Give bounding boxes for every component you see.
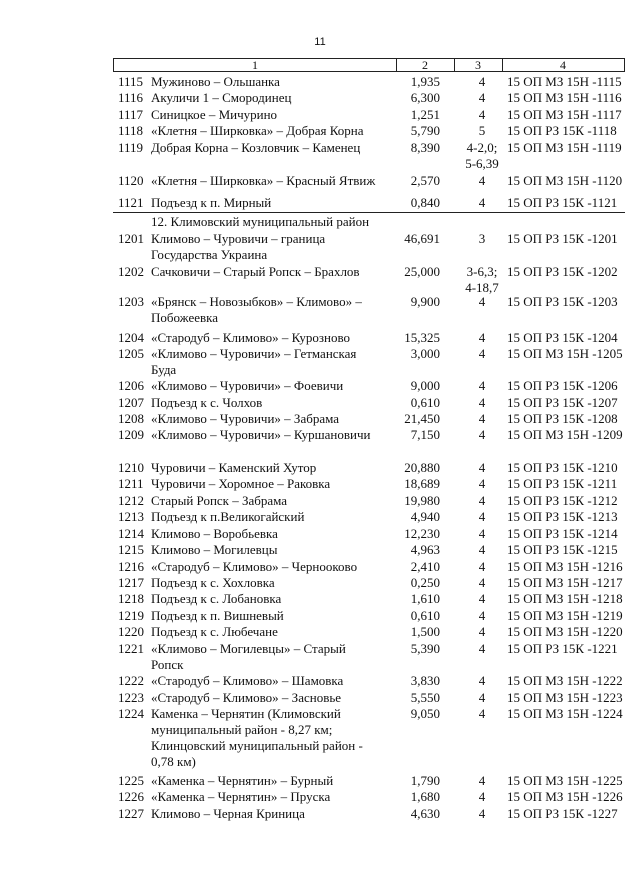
road-category <box>462 346 502 362</box>
road-length: 0,840 <box>410 195 440 210</box>
road-code: 15 ОП МЗ 15Н -1216 <box>507 559 623 574</box>
road-id: 1225 <box>118 773 144 788</box>
road-code: 15 ОП РЗ 15К -1227 <box>507 806 618 821</box>
road-id: 1213 <box>118 509 144 524</box>
road-length: 3,830 <box>410 673 440 688</box>
road-id: 1211 <box>118 476 144 491</box>
road-name-line: Подъезд к с. Хохловка <box>151 575 275 590</box>
road-name <box>151 773 399 789</box>
road-category-line: 4 <box>478 476 486 491</box>
road-code: 15 ОП МЗ 15Н -1116 <box>507 90 622 105</box>
road-name <box>151 74 399 90</box>
road-length: 1,935 <box>410 74 440 89</box>
road-category <box>462 575 502 591</box>
road-code: 15 ОП МЗ 15Н -1222 <box>507 673 623 688</box>
road-length: 1,610 <box>410 591 440 606</box>
road-length: 9,050 <box>410 706 440 721</box>
road-category <box>462 330 502 346</box>
road-id: 1206 <box>118 378 144 393</box>
road-category-line: 4 <box>478 706 486 721</box>
road-code: 15 ОП МЗ 15Н -1220 <box>507 624 623 639</box>
section-divider <box>113 212 625 213</box>
road-category <box>462 673 502 689</box>
road-id: 1224 <box>118 706 144 721</box>
road-id: 1207 <box>118 395 144 410</box>
road-length: 19,980 <box>404 493 440 508</box>
road-category-line: 4 <box>478 330 486 345</box>
road-name <box>151 264 399 280</box>
section-title: 12. Климовский муниципальный район <box>151 214 370 229</box>
road-id: 1120 <box>118 173 144 188</box>
road-code: 15 ОП РЗ 15К -1206 <box>507 378 618 393</box>
road-id: 1115 <box>118 74 144 89</box>
road-category-line: 4 <box>478 690 486 705</box>
road-name-line: Добрая Корна – Козловчик – Каменец <box>151 140 361 155</box>
road-id: 1205 <box>118 346 144 361</box>
road-name-line: Акуличи 1 – Смородинец <box>151 90 292 105</box>
road-name-line: Синицкое – Мичурино <box>151 107 278 122</box>
road-code: 15 ОП РЗ 15К -1207 <box>507 395 618 410</box>
road-code: 15 ОП МЗ 15Н -1115 <box>507 74 622 89</box>
road-name <box>151 526 399 542</box>
road-length: 0,610 <box>410 395 440 410</box>
road-category <box>462 90 502 106</box>
road-category <box>462 264 502 296</box>
road-category-line: 4 <box>478 460 486 475</box>
road-name-line: Климово – Могилевцы <box>151 542 278 557</box>
road-name <box>151 411 399 427</box>
road-name-line: Климово – Воробьевка <box>151 526 278 541</box>
road-name-line: Климово – Чуровичи – граница <box>151 231 326 246</box>
road-length: 4,940 <box>410 509 440 524</box>
road-name-line: «Клетня – Ширковка» – Добрая Корна <box>151 123 364 138</box>
road-code: 15 ОП МЗ 15Н -1224 <box>507 706 623 721</box>
road-name-line: «Климово – Чуровичи» – Куршановичи <box>151 427 371 442</box>
road-code: 15 ОП РЗ 15К -1211 <box>507 476 618 491</box>
road-length: 1,500 <box>410 624 440 639</box>
road-category <box>462 395 502 411</box>
road-id: 1117 <box>118 107 144 122</box>
road-category-line: 4 <box>478 559 486 574</box>
road-name-line: «Брянск – Новозыбков» – Климово» – <box>151 294 362 309</box>
road-id: 1219 <box>118 608 144 623</box>
road-code: 15 ОП МЗ 15Н -1120 <box>507 173 623 188</box>
road-length: 9,000 <box>410 378 440 393</box>
road-category <box>462 294 502 310</box>
road-id: 1209 <box>118 427 144 442</box>
road-name-line: Ропск <box>151 657 184 672</box>
road-name <box>151 346 399 378</box>
road-length: 20,880 <box>404 460 440 475</box>
road-category <box>462 140 502 172</box>
road-category-line: 4 <box>478 789 486 804</box>
road-name <box>151 542 399 558</box>
road-name <box>151 195 399 211</box>
road-name <box>151 294 399 326</box>
road-id: 1216 <box>118 559 144 574</box>
road-code: 15 ОП РЗ 15К -1221 <box>507 641 618 656</box>
road-category <box>462 591 502 607</box>
road-name-line: Сачковичи – Старый Ропск – Брахлов <box>151 264 360 279</box>
road-id: 1210 <box>118 460 144 475</box>
road-id: 1217 <box>118 575 144 590</box>
road-length: 0,610 <box>410 608 440 623</box>
road-code: 15 ОП РЗ 15К -1118 <box>507 123 617 138</box>
road-length: 4,630 <box>410 806 440 821</box>
road-name-line: Подъезд к с. Лобановка <box>151 591 282 606</box>
road-length: 3,000 <box>410 346 440 361</box>
road-category-line: 4 <box>478 173 486 188</box>
road-category-line: 4 <box>478 773 486 788</box>
road-code: 15 ОП РЗ 15К -1210 <box>507 460 618 475</box>
road-id: 1212 <box>118 493 144 508</box>
road-name-line: Каменка – Чернятин (Климовский <box>151 706 341 721</box>
road-name <box>151 509 399 525</box>
road-category-line: 4 <box>478 673 486 688</box>
road-length: 25,000 <box>404 264 440 279</box>
road-category-line: 4 <box>478 591 486 606</box>
road-category <box>462 476 502 492</box>
road-category <box>462 231 502 247</box>
road-code: 15 ОП МЗ 15Н -1217 <box>507 575 623 590</box>
road-category-line: 4 <box>478 346 486 361</box>
road-category-line: 4 <box>478 509 486 524</box>
road-category <box>462 195 502 211</box>
road-name <box>151 378 399 394</box>
road-code: 15 ОП РЗ 15К -1214 <box>507 526 618 541</box>
road-id: 1203 <box>118 294 144 309</box>
road-category-line: 4 <box>478 493 486 508</box>
road-name <box>151 330 399 346</box>
road-name-line: «Каменка – Чернятин» – Пруска <box>151 789 331 804</box>
road-name-line: Чуровичи – Хоромное – Раковка <box>151 476 331 491</box>
header-col-2: 2 <box>422 58 428 72</box>
road-category <box>462 806 502 822</box>
road-id: 1221 <box>118 641 144 656</box>
road-category-line: 4-18,7 <box>465 280 499 295</box>
road-name <box>151 493 399 509</box>
road-category <box>462 542 502 558</box>
road-category <box>462 526 502 542</box>
road-code: 15 ОП РЗ 15К -1213 <box>507 509 618 524</box>
header-col-3: 3 <box>475 58 481 72</box>
road-name <box>151 123 399 139</box>
road-name <box>151 624 399 640</box>
road-category-line: 5-6,39 <box>465 156 499 171</box>
road-length: 46,691 <box>404 231 440 246</box>
road-id: 1204 <box>118 330 144 345</box>
road-length: 2,570 <box>410 173 440 188</box>
road-id: 1218 <box>118 591 144 606</box>
road-category-line: 4 <box>478 90 486 105</box>
road-name <box>151 231 399 263</box>
road-name-line: Чуровичи – Каменский Хутор <box>151 460 317 475</box>
road-code: 15 ОП РЗ 15К -1215 <box>507 542 618 557</box>
road-length: 9,900 <box>410 294 440 309</box>
road-name <box>151 559 399 575</box>
road-code: 15 ОП РЗ 15К -1203 <box>507 294 618 309</box>
road-category <box>462 624 502 640</box>
road-name-line: Клинцовский муниципальный район - <box>151 738 363 753</box>
road-name-line: Подъезд к п. Мирный <box>151 195 272 210</box>
road-name <box>151 641 399 673</box>
road-id: 1119 <box>118 140 144 155</box>
road-id: 1201 <box>118 231 144 246</box>
road-code: 15 ОП МЗ 15Н -1117 <box>507 107 622 122</box>
road-name-line: «Климово – Могилевцы» – Старый <box>151 641 346 656</box>
road-name-line: Климово – Черная Криница <box>151 806 305 821</box>
road-category <box>462 460 502 476</box>
road-name-line: Буда <box>151 362 177 377</box>
road-code: 15 ОП МЗ 15Н -1119 <box>507 140 622 155</box>
road-length: 0,250 <box>410 575 440 590</box>
road-name-line: «Каменка – Чернятин» – Бурный <box>151 773 334 788</box>
page-number: 11 <box>314 36 326 48</box>
road-code: 15 ОП МЗ 15Н -1209 <box>507 427 623 442</box>
road-id: 1215 <box>118 542 144 557</box>
road-name <box>151 608 399 624</box>
road-length: 8,390 <box>410 140 440 155</box>
road-category <box>462 493 502 509</box>
road-category <box>462 107 502 123</box>
road-name <box>151 173 399 189</box>
road-category-line: 3 <box>478 231 486 246</box>
road-length: 21,450 <box>404 411 440 426</box>
road-code: 15 ОП РЗ 15К -1201 <box>507 231 618 246</box>
road-category <box>462 378 502 394</box>
road-name-line: Мужиново – Ольшанка <box>151 74 280 89</box>
road-category <box>462 773 502 789</box>
road-name <box>151 140 399 156</box>
road-name-line: Подъезд к с. Любечане <box>151 624 278 639</box>
road-category-line: 4 <box>478 624 486 639</box>
road-category-line: 4 <box>478 74 486 89</box>
road-length: 1,251 <box>410 107 440 122</box>
road-name-line: «Климово – Чуровичи» – Забрама <box>151 411 340 426</box>
road-name-line: «Стародуб – Климово» – Чернооково <box>151 559 358 574</box>
road-id: 1121 <box>118 195 144 210</box>
road-name-line: «Клетня – Ширковка» – Красный Ятвиж <box>151 173 376 188</box>
road-id: 1202 <box>118 264 144 279</box>
road-code: 15 ОП МЗ 15Н -1219 <box>507 608 623 623</box>
road-length: 2,410 <box>410 559 440 574</box>
road-code: 15 ОП МЗ 15Н -1223 <box>507 690 623 705</box>
road-category <box>462 411 502 427</box>
road-length: 12,230 <box>404 526 440 541</box>
header-col-4: 4 <box>560 58 566 72</box>
road-name <box>151 575 399 591</box>
road-length: 1,680 <box>410 789 440 804</box>
road-length: 18,689 <box>404 476 440 491</box>
road-category-line: 3-6,3; <box>466 264 498 279</box>
road-length: 4,963 <box>410 542 440 557</box>
road-length: 1,790 <box>410 773 440 788</box>
road-id: 1208 <box>118 411 144 426</box>
road-name-line: Подъезд к п. Вишневый <box>151 608 284 623</box>
road-id: 1223 <box>118 690 144 705</box>
road-category-line: 4 <box>478 806 486 821</box>
road-category <box>462 789 502 805</box>
road-name <box>151 427 399 443</box>
road-code: 15 ОП МЗ 15Н -1205 <box>507 346 623 361</box>
road-id: 1220 <box>118 624 144 639</box>
road-category-line: 4 <box>478 608 486 623</box>
road-length: 5,390 <box>410 641 440 656</box>
road-category-line: 5 <box>478 123 486 138</box>
road-id: 1226 <box>118 789 144 804</box>
table-header <box>113 58 625 72</box>
road-name-line: Побожеевка <box>151 310 219 325</box>
road-category-line: 4 <box>478 526 486 541</box>
road-name-line: Подъезд к п.Великогайский <box>151 509 305 524</box>
road-category-line: 4 <box>478 641 486 656</box>
road-category-line: 4 <box>478 378 486 393</box>
road-name <box>151 591 399 607</box>
road-category-line: 4 <box>478 542 486 557</box>
road-length: 7,150 <box>410 427 440 442</box>
road-name <box>151 690 399 706</box>
road-name <box>151 706 399 770</box>
road-name <box>151 107 399 123</box>
road-category <box>462 173 502 189</box>
road-length: 15,325 <box>404 330 440 345</box>
road-name-line: муниципальный район - 8,27 км; <box>151 722 333 737</box>
road-length: 5,790 <box>410 123 440 138</box>
road-category <box>462 641 502 657</box>
road-id: 1116 <box>118 90 144 105</box>
road-length: 6,300 <box>410 90 440 105</box>
road-name-line: «Климово – Чуровичи» – Фоевичи <box>151 378 344 393</box>
road-category <box>462 559 502 575</box>
road-category <box>462 427 502 443</box>
road-category-line: 4 <box>478 411 486 426</box>
road-length: 5,550 <box>410 690 440 705</box>
road-name-line: «Стародуб – Климово» – Шамовка <box>151 673 344 688</box>
road-name <box>151 90 399 106</box>
road-code: 15 ОП МЗ 15Н -1218 <box>507 591 623 606</box>
road-category <box>462 74 502 90</box>
road-id: 1227 <box>118 806 144 821</box>
road-name-line: «Стародуб – Климово» – Засновье <box>151 690 342 705</box>
road-name-line: «Стародуб – Климово» – Курозново <box>151 330 351 345</box>
road-category-line: 4 <box>478 195 486 210</box>
road-id: 1214 <box>118 526 144 541</box>
road-category <box>462 706 502 722</box>
header-col-1: 1 <box>252 58 258 72</box>
road-code: 15 ОП РЗ 15К -1202 <box>507 264 618 279</box>
road-category <box>462 690 502 706</box>
road-category-line: 4 <box>478 395 486 410</box>
road-category-line: 4 <box>478 294 486 309</box>
road-category <box>462 608 502 624</box>
road-name <box>151 476 399 492</box>
road-category <box>462 509 502 525</box>
road-code: 15 ОП РЗ 15К -1204 <box>507 330 618 345</box>
road-name-line: Старый Ропск – Забрама <box>151 493 288 508</box>
road-name <box>151 789 399 805</box>
road-name <box>151 395 399 411</box>
road-category-line: 4-2,0; <box>466 140 498 155</box>
road-category-line: 4 <box>478 107 486 122</box>
road-code: 15 ОП РЗ 15К -1208 <box>507 411 618 426</box>
road-code: 15 ОП РЗ 15К -1121 <box>507 195 618 210</box>
road-code: 15 ОП МЗ 15Н -1226 <box>507 789 623 804</box>
road-id: 1222 <box>118 673 144 688</box>
road-category <box>462 123 502 139</box>
road-name <box>151 460 399 476</box>
road-name-line: Подъезд к с. Чолхов <box>151 395 263 410</box>
road-code: 15 ОП РЗ 15К -1212 <box>507 493 618 508</box>
road-name-line: «Климово – Чуровичи» – Гетманская <box>151 346 357 361</box>
road-name <box>151 806 399 822</box>
road-name-line: 0,78 км) <box>151 754 196 769</box>
road-name <box>151 673 399 689</box>
road-code: 15 ОП МЗ 15Н -1225 <box>507 773 623 788</box>
road-category-line: 4 <box>478 427 486 442</box>
road-category-line: 4 <box>478 575 486 590</box>
road-name-line: Государства Украина <box>151 247 268 262</box>
road-id: 1118 <box>118 123 144 138</box>
